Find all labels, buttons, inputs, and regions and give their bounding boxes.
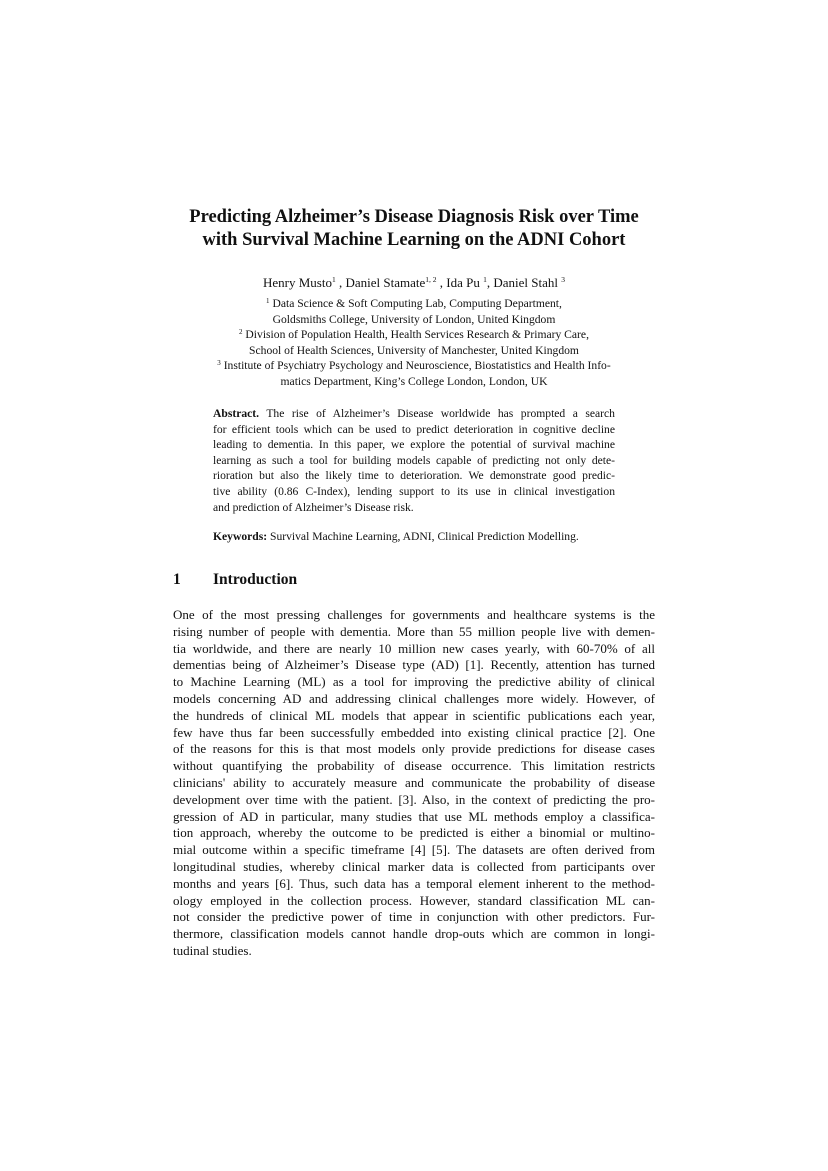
affiliations: [170, 296, 658, 390]
abstract-line: rioration but also the likely time to deterioration. We demonstrate good predic-: [213, 469, 615, 483]
keywords: [213, 529, 615, 545]
abstract-line: and prediction of Alzheimer’s Disease risk.: [213, 500, 414, 514]
abstract-line: for efficient tools which can be used to predict deterioration in cognitive decline: [213, 422, 615, 436]
body-line: development over time with the patient. [3]. Also, in the context of predicting the pro-: [173, 791, 655, 807]
affiliation-line: School of Health Sciences, University of Manchester, United Kingdom: [249, 343, 579, 357]
author-name: Daniel Stahl: [493, 275, 558, 290]
body-line: One of the most pressing challenges for governments and healthcare systems is the: [173, 607, 655, 622]
body-line: tudinal studies.: [173, 942, 252, 958]
body-line: ology employed in the collection process. However, standard classification ML can-: [173, 892, 655, 908]
abstract-line: leading to dementia. In this paper, we explore the potential of survival machine: [213, 438, 615, 452]
affiliation-line: $^3$ Institute of Psychiatry Psychology and Neuroscience, Biostatistics and Health Info-: [217, 359, 611, 373]
body-line: not consider the predictive power of time in conjunction with other predictors. Fur-: [173, 909, 655, 925]
body-line: months and years [6]. Thus, such data has a temporal element inherent to the method-: [173, 875, 655, 891]
affiliation-line: $^2$ Division of Population Health, Health Services Research & Primary Care,: [239, 328, 589, 342]
affiliation-marker: 1: [266, 297, 270, 305]
title-line: Predicting Alzheimer’s Disease Diagnosis Risk over Time: [189, 207, 639, 227]
abstract: [213, 406, 615, 515]
affiliation-line: Goldsmiths College, University of London, United Kingdom: [272, 312, 556, 326]
keywords-text: Survival Machine Learning, ADNI, Clinical Prediction Modelling.: [270, 530, 579, 543]
introduction-body: [173, 607, 655, 960]
abstract-line: Abstract. The rise of Alzheimer’s Disease worldwide has prompted a search: [213, 407, 615, 420]
author-name: Henry Musto: [263, 275, 332, 290]
author-affiliation-marker: 1, 2: [425, 275, 437, 284]
affiliation-marker: 2: [239, 328, 243, 337]
body-line: tion approach, whereby the outcome to be predicted is either a binomial or multino-: [173, 825, 655, 841]
body-line: thermore, classification models cannot handle drop-outs which are common in longi-: [173, 926, 655, 942]
body-line: to Machine Learning (ML) as a tool for improving the predictive ability of clinical: [173, 674, 655, 690]
body-line: clinicians' ability to accurately measure and communicate the probability of disease: [173, 774, 655, 790]
body-line: dementias being of Alzheimer’s Disease type (AD) [1]. Recently, attention has turned: [173, 657, 655, 673]
body-line: few have thus far been successfully embedded into existing clinical practice [2]. One: [173, 724, 655, 740]
author-affiliation-marker: 1: [331, 275, 336, 284]
section-title: Introduction: [213, 571, 298, 588]
affiliation-line: $^1$ Data Science & Soft Computing Lab, Computing Department,: [266, 297, 562, 310]
author-list: Henry Musto$^1$ , Daniel Stamate$^{1, 2}$ , Ida Pu $^1$, Daniel Stahl $^3$: [263, 275, 565, 290]
section-number: 1: [173, 571, 181, 588]
abstract-line: tive ability (0.86 C-Index), lending support to its use in clinical investigation: [213, 484, 615, 498]
abstract-label: Abstract.: [213, 407, 260, 420]
body-line: rising number of people with dementia. More than 55 million people live with demen-: [173, 623, 655, 639]
paper-title: [170, 206, 658, 252]
author-affiliation-marker: 3: [561, 275, 565, 284]
author-name: Ida Pu: [446, 275, 480, 290]
body-line: of the reasons for this is that most models only provide predictions for disease cases: [173, 741, 655, 757]
body-line: tia worldwide, and there are nearly 10 million new cases yearly, with 60-70% of all: [173, 640, 655, 656]
body-line: models concerning AD and addressing clinical challenges more widely. However, of: [173, 690, 655, 706]
section-heading: [173, 570, 297, 590]
affiliation-line: matics Department, King’s College London, London, UK: [280, 374, 548, 388]
affiliation-marker: 3: [217, 359, 221, 368]
abstract-line: learning as such a tool for building models capable of predicting not only dete-: [213, 453, 615, 467]
body-line: mial outcome within a specific timeframe [4] [5]. The datasets are often derived from: [173, 842, 655, 858]
author-affiliation-marker: 1: [483, 275, 487, 284]
body-line: without quantifying the probability of disease occurrence. This limitation restricts: [173, 758, 655, 774]
body-line: the hundreds of clinical ML models that appear in scientific publications each year,: [173, 707, 655, 723]
author-name: Daniel Stamate: [345, 275, 426, 290]
title-line: with Survival Machine Learning on the ADNI Cohort: [202, 230, 626, 250]
keywords-label: Keywords:: [213, 530, 268, 543]
body-line: gression of AD in particular, many studies that use ML methods employ a classifica-: [173, 808, 655, 824]
body-line: longitudinal studies, whereby clinical marker data is collected from participants over: [173, 858, 655, 874]
